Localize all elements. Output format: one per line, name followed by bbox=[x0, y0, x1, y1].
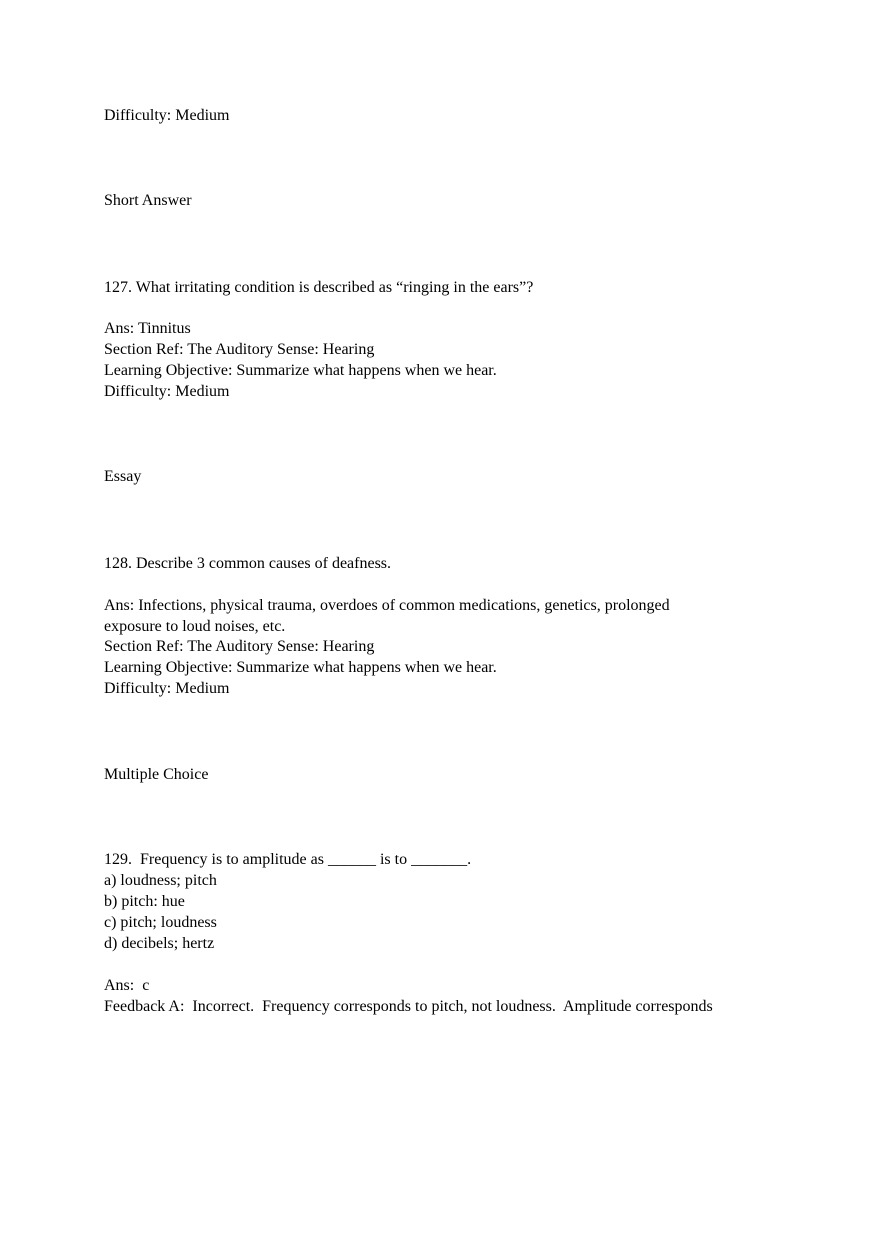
question-127-learning-objective: Learning Objective: Summarize what happens when we hear. bbox=[104, 362, 497, 379]
question-129-option-d: d) decibels; hertz bbox=[104, 935, 215, 952]
question-128-answer-line-2: exposure to loud noises, etc. bbox=[104, 618, 286, 635]
question-128-learning-objective: Learning Objective: Summarize what happens when we hear. bbox=[104, 659, 497, 676]
question-128-text: 128. Describe 3 common causes of deafness. bbox=[104, 555, 392, 572]
question-128-section-ref: Section Ref: The Auditory Sense: Hearing bbox=[104, 638, 375, 655]
question-127-section-ref: Section Ref: The Auditory Sense: Hearing bbox=[104, 341, 375, 358]
question-129-text: 129. Frequency is to amplitude as ______ is to _______. bbox=[104, 851, 472, 868]
question-127-answer: Ans: Tinnitus bbox=[104, 320, 191, 337]
question-128-difficulty: Difficulty: Medium bbox=[104, 680, 230, 697]
section-heading-short-answer: Short Answer bbox=[104, 192, 192, 209]
question-127-difficulty: Difficulty: Medium bbox=[104, 383, 230, 400]
question-129-feedback-a: Feedback A: Incorrect. Frequency corresponds to pitch, not loudness. Amplitude corresponds bbox=[104, 998, 713, 1015]
section-heading-essay: Essay bbox=[104, 468, 142, 485]
section-heading-multiple-choice: Multiple Choice bbox=[104, 766, 209, 783]
previous-difficulty: Difficulty: Medium bbox=[104, 107, 230, 124]
question-129-option-c: c) pitch; loudness bbox=[104, 914, 217, 931]
question-129-option-b: b) pitch: hue bbox=[104, 893, 185, 910]
question-127-text: 127. What irritating condition is described as “ringing in the ears”? bbox=[104, 279, 534, 296]
question-128-answer-line-1: Ans: Infections, physical trauma, overdoes of common medications, genetics, prolonged bbox=[104, 597, 670, 614]
question-129-option-a: a) loudness; pitch bbox=[104, 872, 217, 889]
question-129-answer: Ans: c bbox=[104, 977, 150, 994]
